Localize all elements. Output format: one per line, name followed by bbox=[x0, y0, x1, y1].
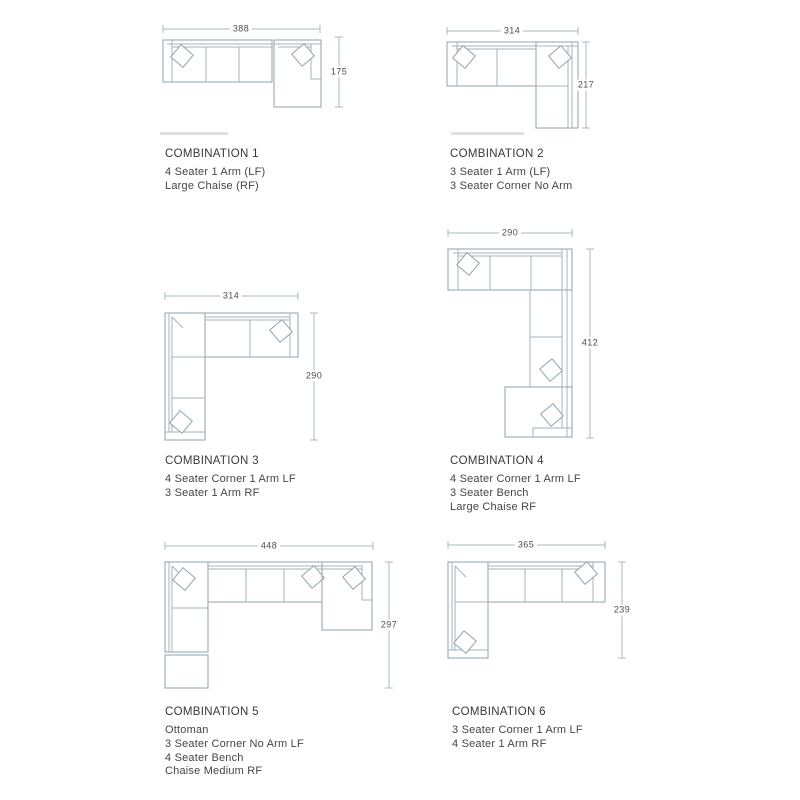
cushion-icon bbox=[173, 568, 196, 591]
sofa-4-seater-bench bbox=[208, 562, 362, 602]
combo6-width-label: 365 bbox=[515, 540, 537, 551]
combination-piece: 3 Seater Corner 1 Arm LF bbox=[452, 724, 583, 736]
cushion-icon bbox=[170, 411, 193, 434]
combination-piece: 4 Seater 1 Arm (LF) bbox=[165, 166, 266, 178]
combo4-height-label: 412 bbox=[579, 338, 601, 349]
sofa-4-seater-1-arm-lf bbox=[163, 40, 272, 82]
combination-title: COMBINATION 1 bbox=[165, 148, 259, 160]
sofa-3-seater-1-arm-lf bbox=[447, 42, 536, 86]
combination-piece: 3 Seater Corner No Arm LF bbox=[165, 737, 304, 750]
sofa-3-seater-corner-no-arm-lf bbox=[165, 562, 208, 652]
combination-piece: 3 Seater Bench bbox=[450, 486, 529, 499]
combination-4-diagram bbox=[448, 229, 594, 438]
combination-title: COMBINATION 2 bbox=[450, 148, 544, 160]
combination-2-caption bbox=[450, 148, 572, 194]
cushion-icon bbox=[540, 359, 563, 382]
combination-1-diagram bbox=[163, 25, 343, 107]
sofa-ottoman bbox=[165, 655, 208, 688]
combo2-width-label: 314 bbox=[501, 26, 523, 37]
combination-3-diagram bbox=[165, 292, 318, 440]
combination-6-caption bbox=[452, 706, 583, 752]
combination-piece: 4 Seater Corner 1 Arm LF bbox=[165, 473, 296, 485]
combination-piece: Large Chaise RF bbox=[450, 500, 537, 513]
combination-piece: Large Chaise (RF) bbox=[165, 179, 259, 192]
sofa-3-seater-corner-no-arm bbox=[536, 42, 578, 128]
sofa-4-seater-corner-1-arm-lf bbox=[165, 313, 205, 440]
combination-title: COMBINATION 5 bbox=[165, 706, 259, 718]
sofa-3-seater-corner-1-arm-lf bbox=[448, 562, 488, 658]
combo3-height-label: 290 bbox=[303, 371, 325, 382]
combo6-height-label: 239 bbox=[611, 605, 633, 616]
cushion-icon bbox=[575, 562, 598, 585]
combination-6-diagram bbox=[448, 541, 626, 658]
combination-piece: 4 Seater Corner 1 Arm LF bbox=[450, 473, 581, 485]
combo5-height-label: 297 bbox=[378, 620, 400, 631]
sofa-chaise-medium-rf bbox=[322, 562, 372, 630]
combination-title: COMBINATION 6 bbox=[452, 706, 546, 718]
separator bbox=[451, 132, 524, 135]
sofa-large-chaise-rf bbox=[274, 40, 321, 107]
combination-piece: 3 Seater 1 Arm RF bbox=[165, 486, 260, 499]
sofa-4-seater-1-arm-rf bbox=[488, 562, 605, 602]
combination-piece: 3 Seater 1 Arm (LF) bbox=[450, 166, 551, 178]
combination-piece: 3 Seater Corner No Arm bbox=[450, 179, 573, 192]
combination-5-diagram bbox=[165, 542, 393, 688]
combination-1-caption bbox=[165, 148, 265, 194]
separator bbox=[160, 132, 228, 135]
cushion-icon bbox=[270, 320, 293, 343]
combination-piece: 4 Seater Bench bbox=[165, 751, 244, 764]
combo4-width-label: 290 bbox=[499, 228, 521, 239]
combination-piece: Chaise Medium RF bbox=[165, 765, 263, 778]
combination-2-diagram bbox=[447, 27, 590, 128]
combination-3-caption bbox=[165, 455, 296, 501]
combo2-height-label: 217 bbox=[575, 80, 597, 91]
combination-piece: 4 Seater 1 Arm RF bbox=[452, 737, 547, 750]
combo1-width-label: 388 bbox=[230, 24, 252, 35]
cushion-icon bbox=[541, 404, 564, 427]
cushion-icon bbox=[171, 45, 194, 68]
combo3-width-label: 314 bbox=[220, 291, 242, 302]
sofa-4-seater-corner-1-arm-lf bbox=[448, 249, 572, 290]
combination-piece: Ottoman bbox=[165, 724, 209, 736]
combination-title: COMBINATION 4 bbox=[450, 455, 544, 467]
combo1-height-label: 175 bbox=[328, 67, 350, 78]
sofa-3-seater-1-arm-rf bbox=[205, 313, 298, 357]
combination-5-caption bbox=[165, 706, 304, 779]
combination-title: COMBINATION 3 bbox=[165, 455, 259, 467]
combo5-width-label: 448 bbox=[258, 541, 280, 552]
combination-4-caption bbox=[450, 455, 581, 514]
